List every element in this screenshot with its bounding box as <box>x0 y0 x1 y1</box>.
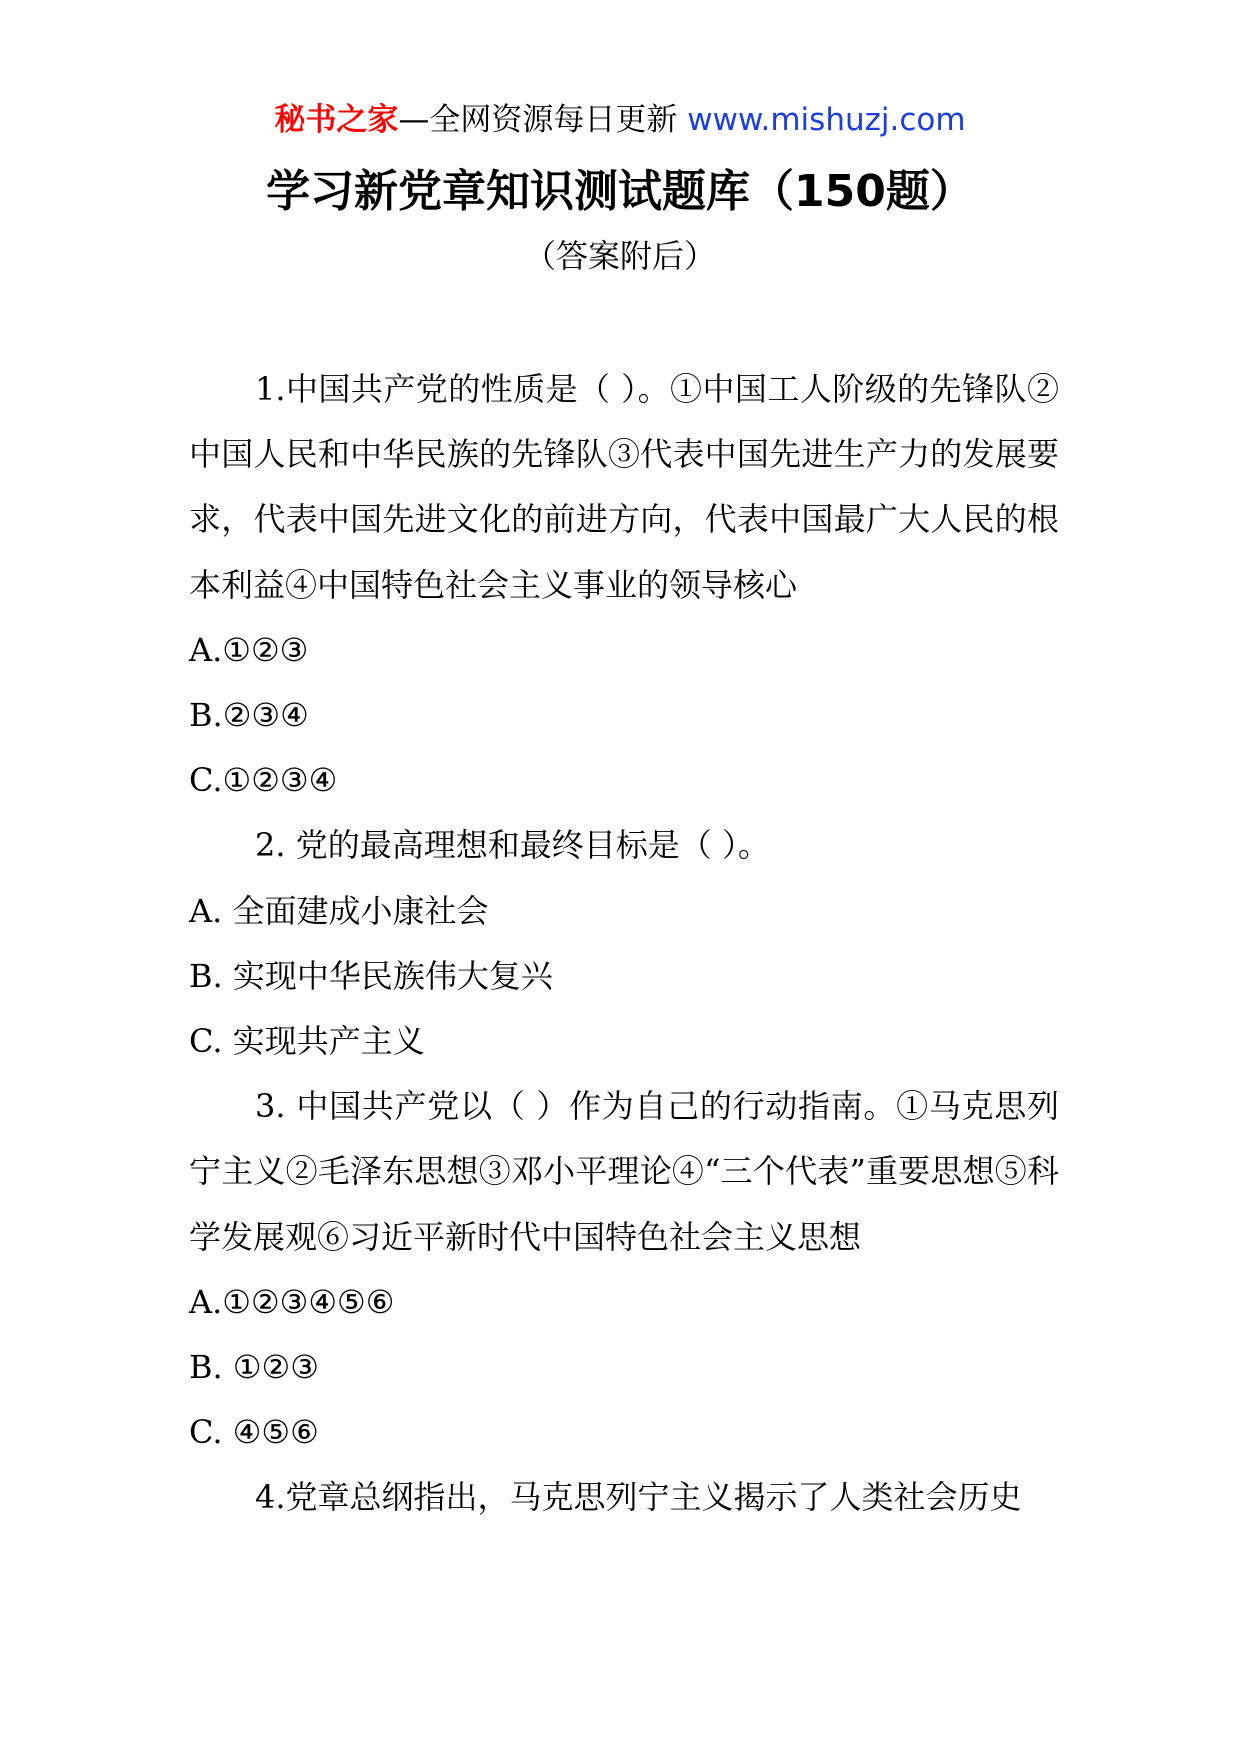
document-title: 学习新党章知识测试题库（150题） <box>266 166 974 217</box>
site-url-link[interactable]: www.mishuzj.com <box>687 102 966 138</box>
question-2-option-b: B. 实现中华民族伟大复兴 <box>189 956 553 995</box>
question-3-option-c: C. ④⑤⑥ <box>189 1413 319 1452</box>
question-3-option-b: B. ①②③ <box>189 1348 319 1387</box>
question-1-option-c: C.①②③④ <box>189 761 338 800</box>
question-3-text: 3. 中国共产党以（ ）作为自己的行动指南。①马克思列宁主义②毛泽东思想③邓小平理论④“三个代表”重要思想⑤科学发展观⑥习近平新时代中国特色社会主义思想 <box>189 1087 1059 1256</box>
document-subtitle: （答案附后） <box>523 237 716 275</box>
question-2-option-c: C. 实现共产主义 <box>189 1022 425 1061</box>
brand-name: 秘书之家 <box>274 102 399 138</box>
question-2-text: 2. 党的最高理想和最终目标是（ ）。 <box>255 826 770 865</box>
question-3-option-a: A.①②③④⑤⑥ <box>189 1282 395 1321</box>
question-list <box>189 357 1059 1531</box>
question-1-option-b: B.②③④ <box>189 696 309 735</box>
site-header <box>0 98 1240 142</box>
question-1-text: 1.中国共产党的性质是（ ）。①中国工人阶级的先锋队②中国人民和中华民族的先锋队③代表中国先进生产力的发展要求，代表中国先进文化的前进方向，代表中国最广大人民的根本利益④中国特色社会主义事业的领导核心 <box>189 370 1059 604</box>
question-4-text: 4.党章总纲指出，马克思列宁主义揭示了人类社会历史 <box>255 1478 1022 1517</box>
header-tagline: —全网资源每日更新 <box>398 102 678 138</box>
question-2-option-a: A. 全面建成小康社会 <box>189 891 489 930</box>
question-1-option-a: A.①②③ <box>189 630 309 669</box>
